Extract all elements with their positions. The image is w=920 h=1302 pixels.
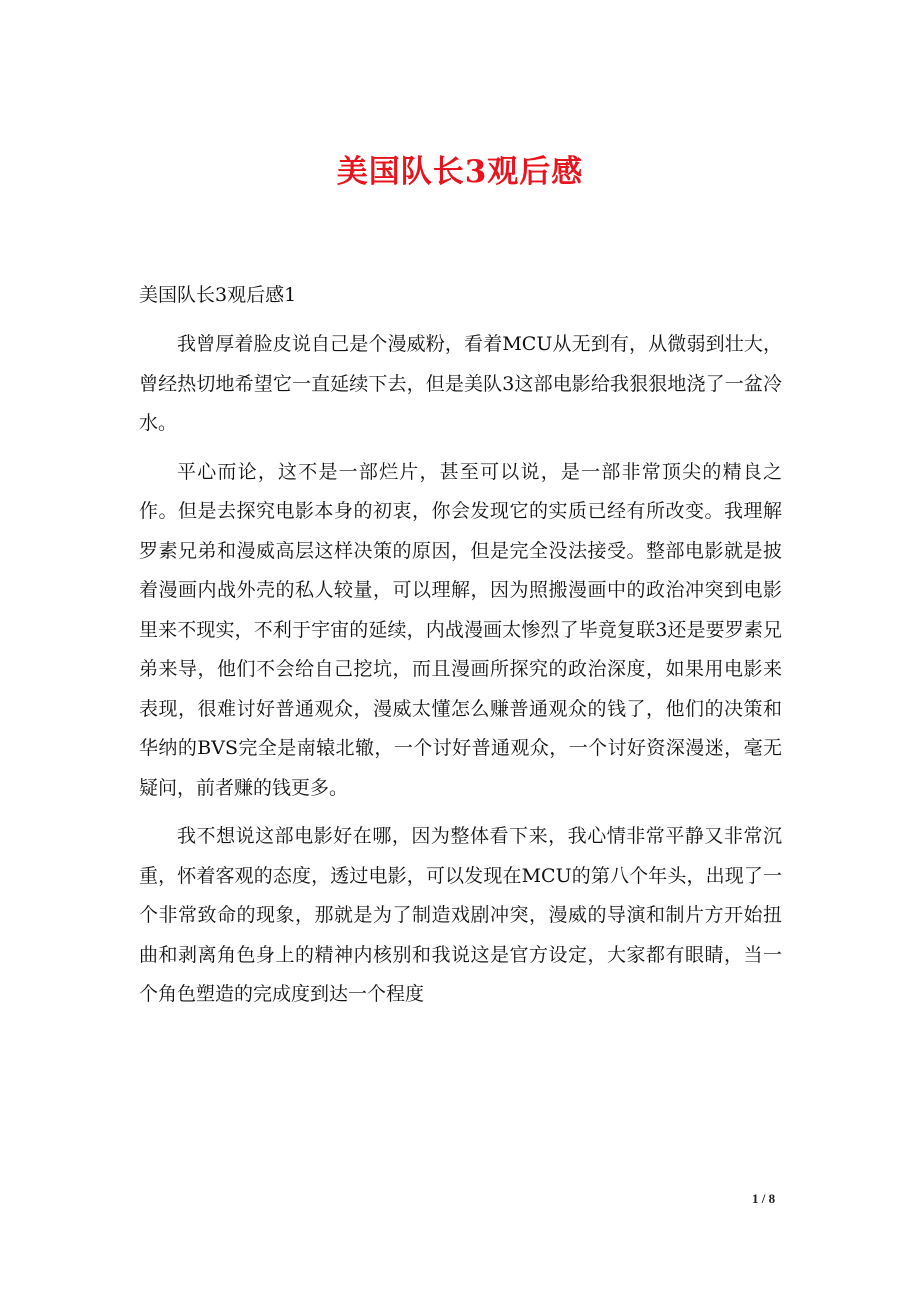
- document-title: 美国队长3观后感: [336, 154, 584, 190]
- body-text: [139, 325, 782, 1024]
- paragraph-2: 平心而论，这不是一部烂片，甚至可以说，是一部非常顶尖的精良之作。但是去探究电影本身的初衷，你会发现它的实质已经有所改变。我理解罗素兄弟和漫威高层这样决策的原因，但是完全没法接受。整部电影就是披着漫画内战外壳的私人较量，可以理解，因为照搬漫画中的政治冲突到电影里来不现实，不利于宇宙的延续，内战漫画太惨烈了毕竟复联3还是要罗素兄弟来导，他们不会给自己挖坑，而且漫画所探究的政治深度，如果用电影来表现，很难讨好普通观众，漫威太懂怎么赚普通观众的钱了，他们的决策和华纳的BVS完全是南辕北辙，一个讨好普通观众，一个讨好资深漫迷，毫无疑问，前者赚的钱更多。: [139, 460, 782, 799]
- paragraph-3: 我不想说这部电影好在哪，因为整体看下来，我心情非常平静又非常沉重，怀着客观的态度，透过电影，可以发现在MCU的第八个年头，出现了一个非常致命的现象，那就是为了制造戏剧冲突，漫威的导演和制片方开始扭曲和剥离角色身上的精神内核别和我说这是官方设定，大家都有眼睛，当一个角色塑造的完成度到达一个程度: [139, 825, 782, 1005]
- section-heading: 美国队长3观后感1: [139, 284, 297, 306]
- paragraph-1: 我曾厚着脸皮说自己是个漫威粉，看着MCU从无到有，从微弱到壮大，曾经热切地希望它一直延续下去，但是美队3这部电影给我狠狠地浇了一盆冷水。: [139, 333, 782, 434]
- page-number: 1 / 8: [752, 1191, 776, 1206]
